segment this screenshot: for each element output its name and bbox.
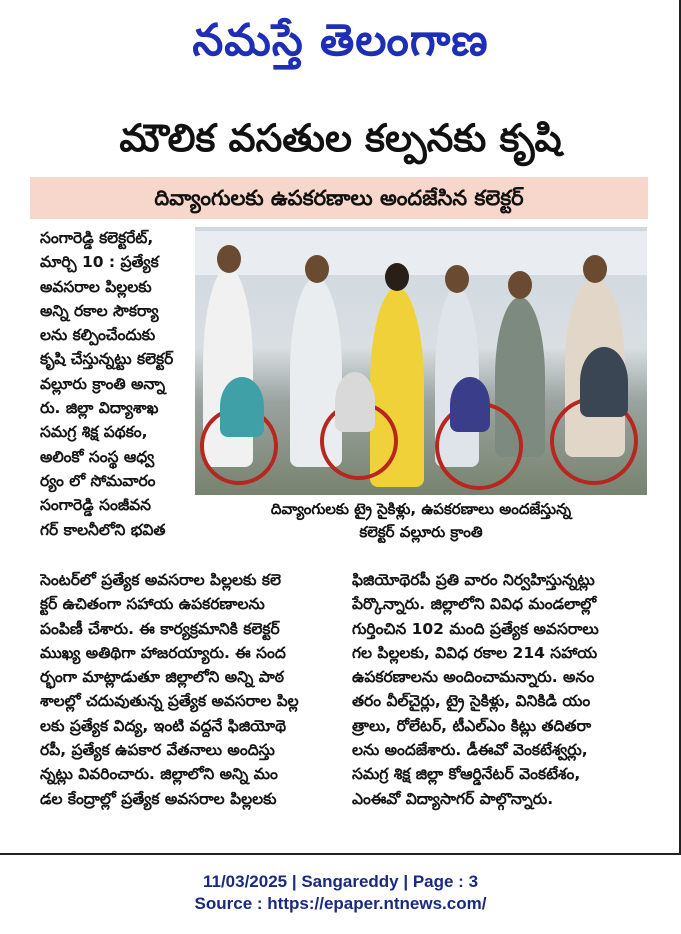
body-line: గల పిల్లలకు, వివిధ రకాల 214 సహాయ [352,643,598,662]
article-headline: మౌలిక వసతుల కల్పనకు కృషి [119,116,562,160]
body-line: వల్లూరు క్రాంతి అన్నా [40,374,166,393]
photo-banner [195,231,647,275]
body-line: శాలల్లో చదువుతున్న ప్రత్యేక అవసరాల పిల్ల [40,692,299,711]
newspaper-masthead: నమస్తే తెలంగాణ [192,15,489,66]
photo-head [445,265,469,293]
article-body-right-bottom [352,568,652,811]
article-photo [195,227,647,495]
body-line: ముఖ్య అతిథిగా హాజరయ్యారు. ఈ సంద [40,643,286,662]
body-line: డల కేంద్రాల్లో ప్రత్యేక అవసరాల పిల్లలకు [40,789,277,808]
body-line: అలింకో సంస్థ ఆధ్వ [40,447,155,466]
caption-line: దివ్యాంగులకు ట్రై సైకిళ్లు, ఉపకరణాలు అందజేస్తున్న [270,500,572,518]
body-line: సంగారెడ్డి సంజీవన [40,496,152,515]
body-line: త్రాలు, రోలేటర్, టీఎల్ఎం కిట్లు తదితరా [352,716,592,735]
body-line: పేర్కొన్నారు. జిల్లాలోని వివిధ మండలాల్లో [352,595,597,614]
photo-child [580,347,628,417]
body-line: లను కల్పించేందుకు [40,326,156,345]
body-line: అన్ని రకాల సౌకర్యా [40,301,159,320]
body-line: గుర్తించిన 102 మంది ప్రత్యేక అవసరాలు [352,619,599,638]
footer-date-page: 11/03/2025 | Sangareddy | Page : 3 [202,872,479,891]
photo-child [335,372,375,432]
body-line: అవసరాల పిల్లలకు [40,277,152,296]
photo-head [217,245,241,273]
photo-head [385,263,409,291]
photo-child [220,377,264,437]
body-line: గర్ కాలనీలోని భవిత [40,520,166,539]
body-line: ఫిజియోథెరపీ ప్రతి వారం నిర్వహిస్తున్నట్లు [352,571,595,589]
footer-source-link[interactable]: Source : https://epaper.ntnews.com/ [194,894,487,913]
body-line: కృషి చేస్తున్నట్టు కలెక్టర్ [40,350,174,369]
body-line: సమగ్ర శిక్ష జిల్లా కోఆర్డినేటర్ వెంకటేశం, [352,765,581,784]
article-body-left-top [40,226,192,542]
body-line: ఎంఈవో విద్యాసాగర్ పాల్గొన్నారు. [352,789,554,808]
body-line: సంగారెడ్డి కలెక్టరేట్, [40,229,154,247]
caption-line: కలెక్టర్ వల్లూరు క్రాంతి [359,523,483,541]
photo-caption [195,498,647,544]
photo-child [450,377,490,432]
body-line: లను అందజేశారు. డీఈవో వెంకటేశ్వర్లు, [352,741,588,760]
article-subheadline: దివ్యాంగులకు ఉపకరణాలు అందజేసిన కలెక్టర్ [154,186,524,210]
body-line: సమగ్ర శిక్ష పథకం, [40,423,148,442]
body-line: ర్యం లో సోమవారం [40,471,156,490]
body-line: ఉపకరణాలను అందించామన్నారు. అనం [352,668,595,687]
body-line: ర్భంగా మాట్లాడుతూ జిల్లాలోని అన్ని పాఠ [40,668,284,687]
body-line: తరం వీల్‌చైర్లు, ట్రై సైకిళ్లు, వినికిడి యం [352,692,591,711]
photo-head [583,255,607,283]
photo-head [305,255,329,283]
body-line: సెంటర్‌లో ప్రత్యేక అవసరాల పిల్లలకు కలె [40,571,281,589]
body-line: మార్చి 10 : ప్రత్యేక [40,253,159,272]
body-line: లకు ప్రత్యేక విద్య, ఇంటి వద్దనే ఫిజియోథె [40,716,287,735]
article-body-left-bottom [40,568,340,811]
body-line: క్టర్ ఉచితంగా సహాయ ఉపకరణాలను [40,595,265,614]
page-footer [0,871,681,915]
photo-head [508,271,532,299]
body-line: రపీ, ప్రత్యేక ఉపకార వేతనాలు అందిస్తు [40,741,275,760]
body-line: రు. జిల్లా విద్యాశాఖ [40,399,159,418]
body-line: న్నట్లు వివరించారు. జిల్లాలోని అన్ని మం [40,765,278,784]
body-line: పంపిణీ చేశారు. ఈ కార్యక్రమానికి కలెక్టర్ [40,619,280,638]
